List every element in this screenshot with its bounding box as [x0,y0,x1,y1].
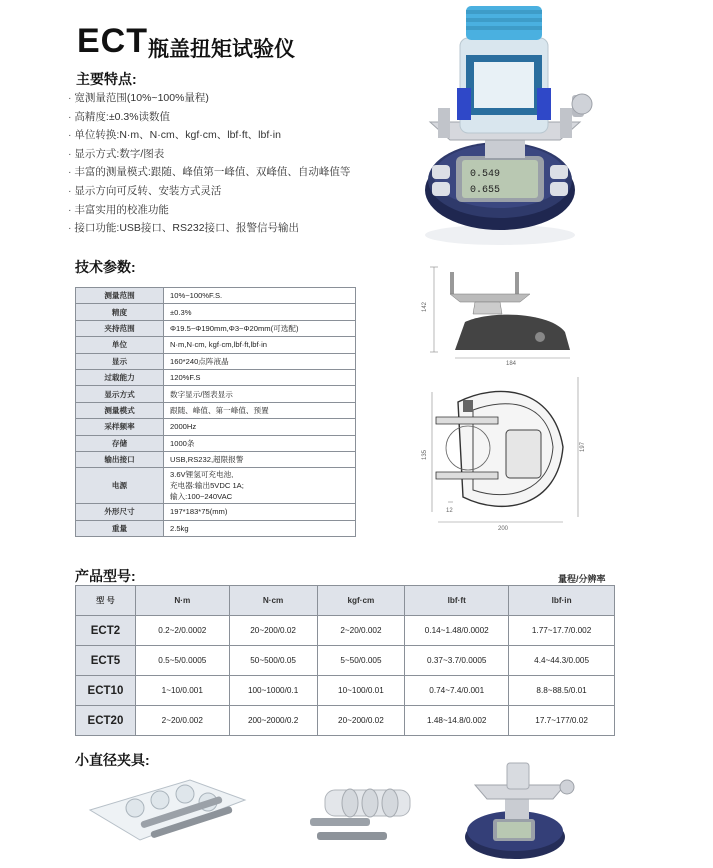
fixtures-title: 小直径夹具: [75,752,150,768]
feature-item: · 显示方向可反转、安装方式灵活 [68,182,408,201]
spec-key: 单位 [76,337,164,353]
model-cell: 0.37~3.7/0.0005 [405,646,509,676]
spec-key: 测量范围 [76,288,164,304]
models-header-cell: lbf·in [509,586,615,616]
spec-key: 外形尺寸 [76,504,164,520]
model-cell: 0.5~5/0.0005 [135,646,229,676]
spec-row [76,451,356,467]
top-view-drawing [418,372,588,534]
spec-key: 电源 [76,468,164,504]
spec-row [76,419,356,435]
side-view-drawing [420,262,580,367]
spec-row [76,386,356,402]
spec-value: 197*183*75(mm) [164,504,356,520]
specs-table [75,287,356,537]
models-header-cell: 型 号 [76,586,136,616]
model-cell: 2~20/0.002 [317,616,405,646]
spec-key: 输出接口 [76,451,164,467]
features-title: 主要特点: [76,71,137,87]
spec-row [76,288,356,304]
spec-key: 夹持范围 [76,320,164,336]
spec-value: 160*240点阵液晶 [164,353,356,369]
model-cell: 17.7~177/0.02 [509,706,615,736]
spec-row [76,504,356,520]
spec-value: ±0.3% [164,304,356,320]
fixture-device-photo [455,755,585,863]
spec-key: 过载能力 [76,369,164,385]
model-cell: 20~200/0.02 [229,616,317,646]
spec-value-line: 3.6V锂氢可充电池, [170,470,234,480]
spec-key: 显示 [76,353,164,369]
product-code: ECT [77,22,148,60]
spec-value: USB,RS232,超限报警 [164,451,356,467]
spec-value: N·m,N·cm, kgf·cm,lbf·ft,lbf·in [164,337,356,353]
spec-value: 1000条 [164,435,356,451]
fixture-roller-photo [295,770,425,855]
dim-top-width-2: 200 [498,526,509,532]
models-title: 产品型号: [75,568,136,584]
dim-top-height-1: 135 [422,449,428,460]
spec-value: Φ19.5~Φ190mm,Φ3~Φ20mm(可选配) [164,320,356,336]
feature-item: · 宽测量范围(10%~100%量程) [68,89,408,108]
model-cell: 10~100/0.01 [317,676,405,706]
model-cell: 4.4~44.3/0.005 [509,646,615,676]
model-row [76,646,615,676]
model-cell: 1~10/0.001 [135,676,229,706]
spec-row [76,353,356,369]
model-cell: 2~20/0.002 [135,706,229,736]
models-header-cell: N·m [135,586,229,616]
model-cell: 1.77~17.7/0.002 [509,616,615,646]
model-name: ECT20 [76,706,136,736]
spec-row [76,304,356,320]
models-header-cell: kgf·cm [317,586,405,616]
spec-key: 重量 [76,520,164,536]
model-cell: 5~50/0.005 [317,646,405,676]
model-row [76,616,615,646]
feature-item: · 接口功能:USB接口、RS232接口、报警信号输出 [68,219,408,238]
dim-top-width-1: 12 [446,508,453,514]
spec-value: 120%F.S [164,369,356,385]
feature-item: · 显示方式:数字/图表 [68,145,408,164]
display-value-1: 0.549 [470,169,501,180]
display-value-2: 0.655 [470,185,501,196]
spec-row [76,468,356,504]
spec-value: 2.5kg [164,520,356,536]
model-name: ECT10 [76,676,136,706]
model-cell: 0.74~7.4/0.001 [405,676,509,706]
model-cell: 0.2~2/0.0002 [135,616,229,646]
feature-item: · 丰富的测量模式:跟随、峰值第一峰值、双峰值、自动峰值等 [68,163,408,182]
spec-value: 跟随、峰值、第一峰值、预置 [164,402,356,418]
model-cell: 50~500/0.05 [229,646,317,676]
dim-side-width: 184 [506,361,517,367]
spec-row [76,520,356,536]
model-name: ECT5 [76,646,136,676]
spec-row [76,337,356,353]
model-cell: 0.14~1.48/0.0002 [405,616,509,646]
models-table [75,585,615,736]
models-header-row [76,586,615,616]
models-note: 量程/分辨率 [558,574,606,584]
spec-value: 10%~100%F.S. [164,288,356,304]
features-list [68,89,408,238]
spec-key: 采样频率 [76,419,164,435]
feature-item: · 单位转换:N·m、N·cm、kgf·cm、lbf·ft、lbf·in [68,126,408,145]
spec-key: 存储 [76,435,164,451]
spec-value-line: 充电器:输出5VDC 1A; [170,481,244,491]
model-row [76,706,615,736]
spec-row [76,435,356,451]
spec-row [76,369,356,385]
specs-title: 技术参数: [75,259,136,275]
spec-row [76,402,356,418]
spec-value [164,468,356,504]
spec-value-line: 输入:100~240VAC [170,492,233,502]
spec-row [76,320,356,336]
models-header-cell: N·cm [229,586,317,616]
dim-side-height: 142 [422,301,428,312]
feature-item: · 丰富实用的校准功能 [68,201,408,220]
model-cell: 20~200/0.02 [317,706,405,736]
feature-item: · 高精度:±0.3%读数值 [68,108,408,127]
device-photo [410,0,600,250]
spec-key: 显示方式 [76,386,164,402]
models-header-cell: lbf·ft [405,586,509,616]
model-cell: 8.8~88.5/0.01 [509,676,615,706]
product-title: 瓶盖扭矩试验仪 [148,38,295,61]
model-cell: 1.48~14.8/0.002 [405,706,509,736]
model-cell: 100~1000/0.1 [229,676,317,706]
spec-key: 测量模式 [76,402,164,418]
fixture-plate-photo [80,770,250,855]
model-name: ECT2 [76,616,136,646]
spec-value: 数字显示/图表显示 [164,386,356,402]
spec-key: 精度 [76,304,164,320]
model-row [76,676,615,706]
model-cell: 200~2000/0.2 [229,706,317,736]
dim-top-height-2: 197 [580,441,586,452]
spec-value: 2000Hz [164,419,356,435]
